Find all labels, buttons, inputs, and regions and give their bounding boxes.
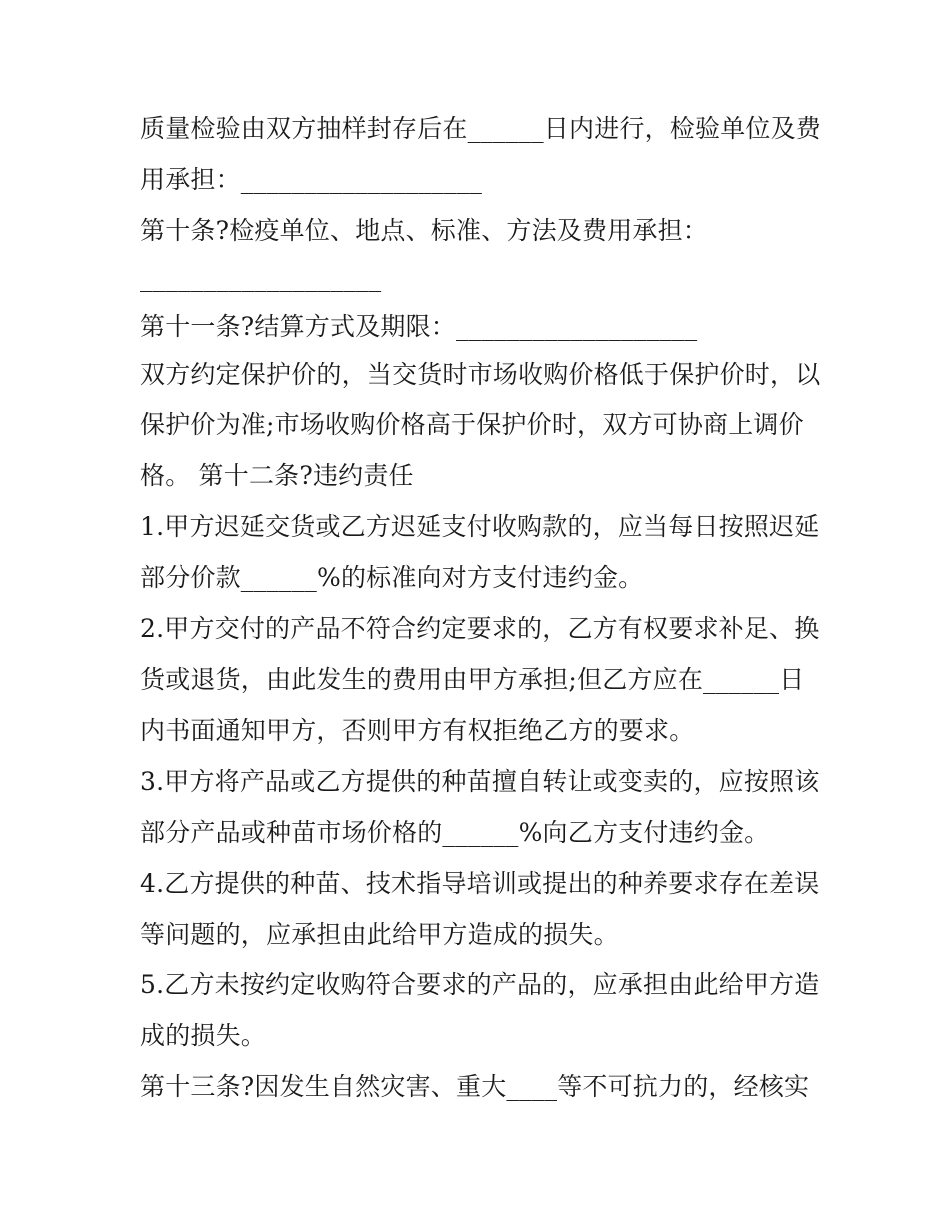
text-line: 货或退货，由此发生的费用由甲方承担;但乙方应在______日 [140, 665, 805, 694]
text-line: 部分价款______%的标准向对方支付违约金。 [140, 563, 644, 592]
text-line: 用承担：___________________ [140, 165, 483, 194]
text-line: 成的损失。 [140, 1021, 267, 1050]
text-line: 内书面通知甲方，否则甲方有权拒绝乙方的要求。 [140, 716, 695, 745]
clause-1: 1.甲方迟延交货或乙方迟延支付收购款的，应当每日按照迟延 [140, 512, 820, 541]
text-line: ___________________ [140, 263, 382, 292]
article-12-heading: 格。 第十二条?违约责任 [140, 461, 414, 490]
clause-2: 2.甲方交付的产品不符合约定要求的，乙方有权要求补足、换 [140, 614, 820, 643]
text-line: 质量检验由双方抽样封存后在______日内进行，检验单位及费 [140, 114, 822, 143]
article-11-heading: 第十一条?结算方式及期限：___________________ [140, 312, 698, 341]
text-line: 保护价为准;市场收购价格高于保护价时，双方可协商上调价 [140, 410, 804, 439]
clause-3: 3.甲方将产品或乙方提供的种苗擅自转让或变卖的，应按照该 [140, 767, 820, 796]
text-line: 部分产品或种苗市场价格的______%向乙方支付违约金。 [140, 818, 770, 847]
text-line: 双方约定保护价的，当交货时市场收购价格低于保护价时，以 [140, 360, 821, 389]
text-line: 等问题的，应承担由此给甲方造成的损失。 [140, 920, 619, 949]
clause-5: 5.乙方未按约定收购符合要求的产品的，应承担由此给甲方造 [140, 970, 820, 999]
article-10-heading: 第十条?检疫单位、地点、标准、方法及费用承担： [140, 216, 709, 245]
article-13-heading: 第十三条?因发生自然灾害、重大____等不可抗力的，经核实 [140, 1072, 810, 1101]
clause-4: 4.乙方提供的种苗、技术指导培训或提出的种养要求存在差误 [140, 869, 820, 898]
